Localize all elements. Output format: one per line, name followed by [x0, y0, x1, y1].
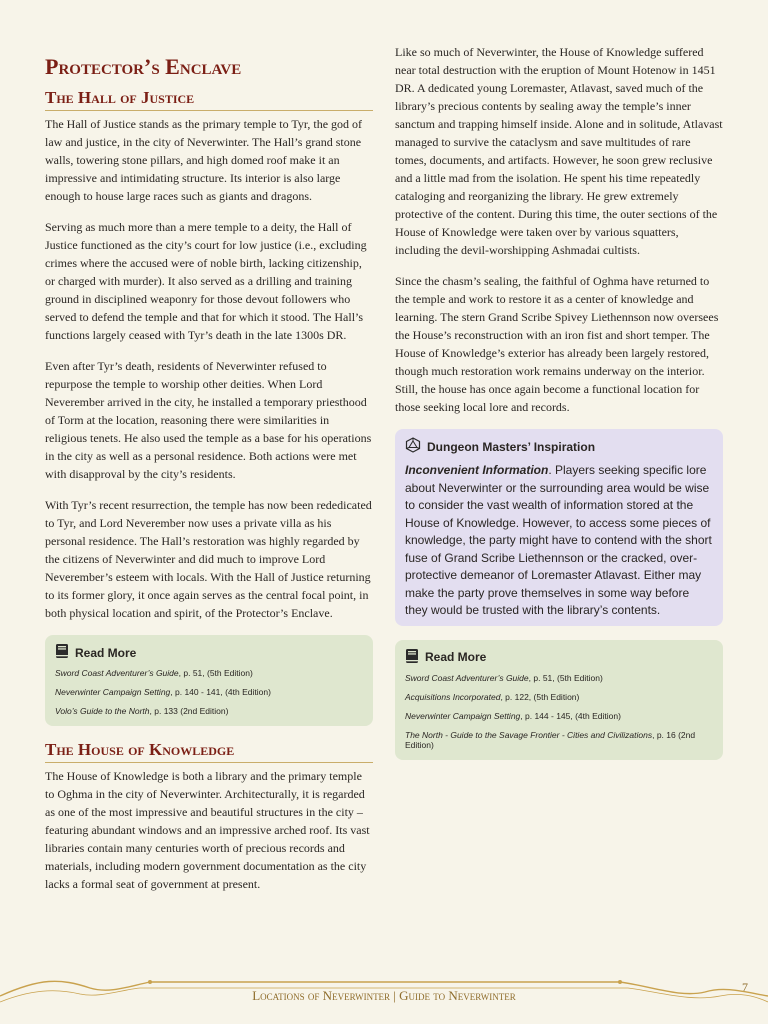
right-column [395, 40, 723, 774]
hall-paragraph-2: Serving as much more than a mere temple to a deity, the Hall of Justice functioned as the city’s court for low justice (i.e., excluding crimes where the accused were of noble birth, lacking citizenship, or charged with murder). It also served as a drilling and training ground in disciplined weaponry for those devout followers who served to defend the temple and that for which it stood. The Hall’s functions largely ceased with Tyr’s death in the late 1300s DR. [45, 220, 367, 342]
read-more-box-house [395, 640, 723, 760]
heading-house-of-knowledge: The House of Knowledge [45, 740, 373, 763]
book-icon [405, 648, 419, 667]
hall-paragraph-4: With Tyr’s recent resurrection, the temple has now been rededicated to Tyr, and Lord Neverember now uses a private villa as his personal residence. The Hall’s restoration was highly regarded by the citizens of Neverwinter and did much to improve Lord Neverember’s esteem with locals. With the Hall of Justice returning to its former glory, it once again serves as the central focal point, in both physical location and spirit, of the Protector’s Enclave. [45, 498, 372, 620]
dm-inspiration-text: Inconvenient Information. Players seeking specific lore about Neverwinter or the surrounding area would be wise to consider the vast wealth of information stored at the House of Knowledge. However, to access some pieces of knowledge, the party might have to contend with the short fuse of Grand Scribe Liethennson or the cracked, over-protective demeanor of Loremaster Atlavast. Either may make the party prove themselves in some way before they would be trusted with the library’s contents. [405, 463, 712, 617]
reference-item: Sword Coast Adventurer’s Guide, p. 51, (5th Edition) [405, 672, 603, 683]
reference-item: The North - Guide to the Savage Frontier - Cities and Civilizations, p. 16 (2nd Edition) [405, 729, 696, 750]
house-paragraph-1: The House of Knowledge is both a library and the primary temple to Oghma in the city of Neverwinter. Architecturally, it is regarded as one of the most impressive and beautiful structures in the city – featuring abundant windows and an impressive arched roof. Its vast libraries contain many centuries worth of precious records and materials, including modern government documentation as the city lacks a formal seat of government at present. [45, 769, 370, 891]
house-paragraph-2: Like so much of Neverwinter, the House of Knowledge suffered near total destruction with the eruption of Mount Hotenow in 1451 DR. A dedicated young Loremaster, Atlavast, saved much of the library’s precious contents by sealing away the temple’s inner sanctum and trapping himself inside. Alone and in solitude, Atlavast managed to survive the cataclysm and save multitudes of rare tomes, documents, and artifacts. However, he soon grew reclusive and a little mad from the isolation. He spent his time repeatedly cataloging and reorganizing the library. He grew extremely protective of the content. During this time, the outer sections of the House of Knowledge were taken over by various squatters, including the devil-worshipping Ashmadai cultists. [395, 45, 723, 257]
hall-paragraph-3: Even after Tyr’s death, residents of Neverwinter refused to repurpose the temple to worship other deities. When Lord Neverember arrived in the city, he installed a temporary priesthood of Torm at the location, reasoning there were similarities in religious tenets. He also used the temple as a base for his operations in the city as well as a personal residence. Both actions were met with disapproval by the city’s residents. [45, 359, 372, 481]
read-more-box-hall [45, 635, 373, 726]
house-paragraph-3: Since the chasm’s sealing, the faithful of Oghma have returned to the temple and work to restore it as a center of knowledge and learning. The stern Grand Scribe Spivey Liethennson now oversees the House’s reconstruction with an iron fist and short temper. The House of Knowledge’s exterior has already been largely restored, though much restoration work remains underway on the interior. Still, the house has once again become a functional location for those seeking local lore and records. [395, 274, 719, 414]
heading-hall-of-justice: The Hall of Justice [45, 88, 373, 111]
reference-item: Neverwinter Campaign Setting, p. 140 - 141, (4th Edition) [55, 687, 271, 697]
page-number: 7 [742, 980, 748, 994]
reference-item: Acquisitions Incorporated, p. 122, (5th Edition) [405, 691, 580, 702]
footer-title: Locations of Neverwinter | Guide to Neverwinter [252, 988, 516, 1003]
reference-item: Volo’s Guide to the North, p. 133 (2nd Edition) [55, 706, 229, 716]
dm-inspiration-heading: Dungeon Masters’ Inspiration [427, 439, 596, 454]
d20-icon [405, 437, 421, 456]
left-column [45, 40, 373, 906]
page-title: Protector’s Enclave [45, 54, 242, 79]
hall-paragraph-1: The Hall of Justice stands as the primary temple to Tyr, the god of law and justice, in the city of Neverwinter. The Hall’s grand stone walls, towering stone pillars, and high domed roof make it an impressive and intimidating structure. Its interior is also large enough to house large races such as giants and dragons. [45, 117, 363, 203]
reference-item: Sword Coast Adventurer’s Guide, p. 51, (5th Edition) [55, 668, 253, 678]
read-more-heading: Read More [425, 650, 487, 664]
reference-item: Neverwinter Campaign Setting, p. 144 - 145, (4th Edition) [405, 710, 621, 721]
book-icon [55, 643, 69, 662]
dm-inspiration-box [395, 429, 723, 626]
read-more-heading: Read More [75, 645, 137, 660]
